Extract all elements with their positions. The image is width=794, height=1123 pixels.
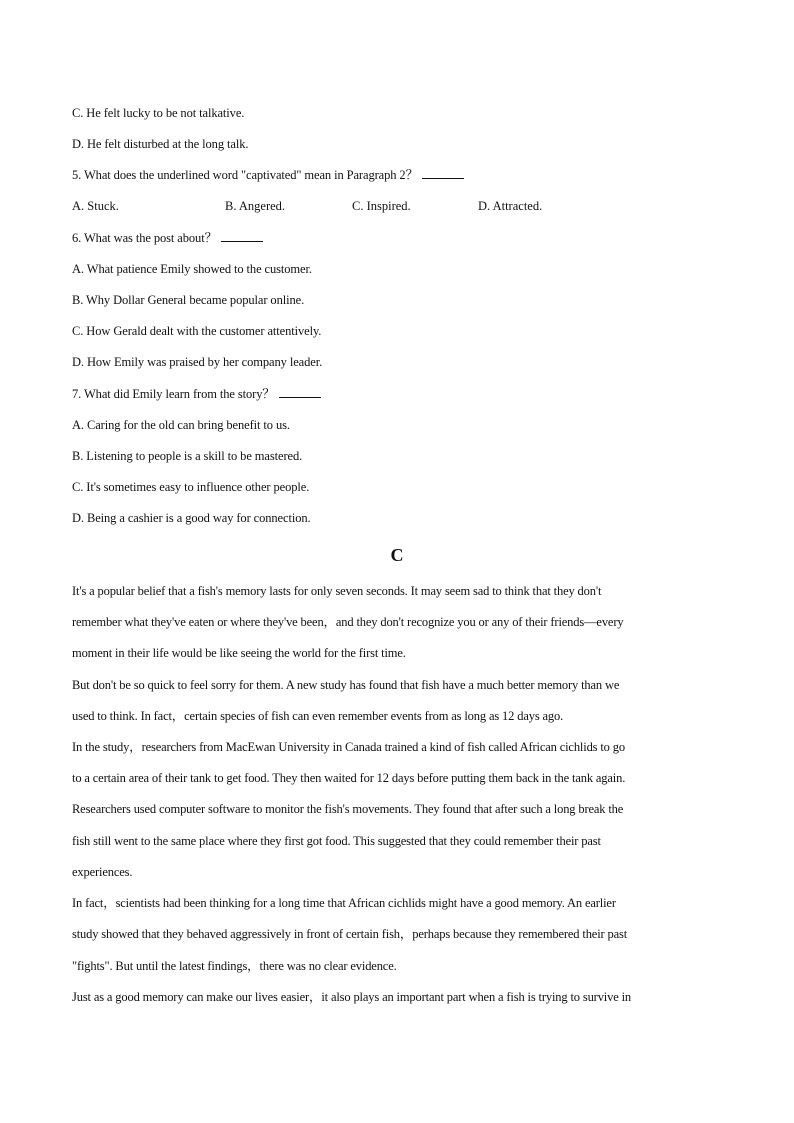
q6-stem — [72, 230, 263, 246]
passage-line: In the study，researchers from MacEwan University in Canada trained a kind of fish called African cichlids to go — [72, 740, 625, 754]
passage-line: It's a popular belief that a fish's memory lasts for only seven seconds. It may seem sad to think that they don't — [72, 584, 602, 598]
q7-stem — [72, 386, 321, 402]
q6-option-d: D. How Emily was praised by her company leader. — [72, 355, 323, 369]
q7-option-a: A. Caring for the old can bring benefit to us. — [72, 418, 290, 432]
q7-stem-text: 7. What did Emily learn from the story？ — [72, 387, 275, 401]
q7-option-c: C. It's sometimes easy to influence other people. — [72, 480, 310, 494]
passage-line: Just as a good memory can make our lives easier，it also plays an important part when a fish is trying to survive in — [72, 990, 632, 1004]
q5-option-d: D. Attracted. — [478, 199, 543, 213]
passage-line: Researchers used computer software to monitor the fish's movements. They found that after such a long break the — [72, 802, 624, 816]
q5-option-c: C. Inspired. — [352, 199, 411, 213]
section-c-heading: C — [390, 545, 404, 565]
q5-stem — [72, 167, 464, 183]
passage-line: But don't be so quick to feel sorry for them. A new study has found that fish have a much better memory than we — [72, 678, 620, 692]
q6-answer-blank[interactable] — [221, 230, 263, 242]
q7-option-d: D. Being a cashier is a good way for connection. — [72, 511, 311, 525]
passage-line: experiences. — [72, 865, 133, 879]
q6-option-c: C. How Gerald dealt with the customer attentively. — [72, 324, 322, 338]
passage-line: "fights". But until the latest findings，there was no clear evidence. — [72, 959, 397, 973]
q4-option-c: C. He felt lucky to be not talkative. — [72, 106, 245, 120]
passage-line: to a certain area of their tank to get food. They then waited for 12 days before putting them back in the tank again. — [72, 771, 626, 785]
q6-option-a: A. What patience Emily showed to the customer. — [72, 262, 312, 276]
passage-line: In fact，scientists had been thinking for a long time that African cichlids might have a good memory. An earlier — [72, 896, 616, 910]
q7-option-b: B. Listening to people is a skill to be mastered. — [72, 449, 303, 463]
passage-line: fish still went to the same place where they first got food. This suggested that they could remember their past — [72, 834, 601, 848]
passage-line: moment in their life would be like seeing the world for the first time. — [72, 646, 406, 660]
q5-option-a: A. Stuck. — [72, 199, 119, 213]
q7-answer-blank[interactable] — [279, 386, 321, 398]
passage-line: study showed that they behaved aggressively in front of certain fish，perhaps because they remembered their past — [72, 927, 628, 941]
q5-answer-blank[interactable] — [422, 167, 464, 179]
passage-line: used to think. In fact，certain species of fish can even remember events from as long as 12 days ago. — [72, 709, 564, 723]
q5-stem-text: 5. What does the underlined word "captivated" mean in Paragraph 2？ — [72, 168, 418, 182]
q5-option-b: B. Angered. — [225, 199, 286, 213]
q6-option-b: B. Why Dollar General became popular online. — [72, 293, 305, 307]
q4-option-d: D. He felt disturbed at the long talk. — [72, 137, 249, 151]
passage-line: remember what they've eaten or where they've been，and they don't recognize you or any of their friends—every — [72, 615, 624, 629]
q6-stem-text: 6. What was the post about？ — [72, 231, 217, 245]
